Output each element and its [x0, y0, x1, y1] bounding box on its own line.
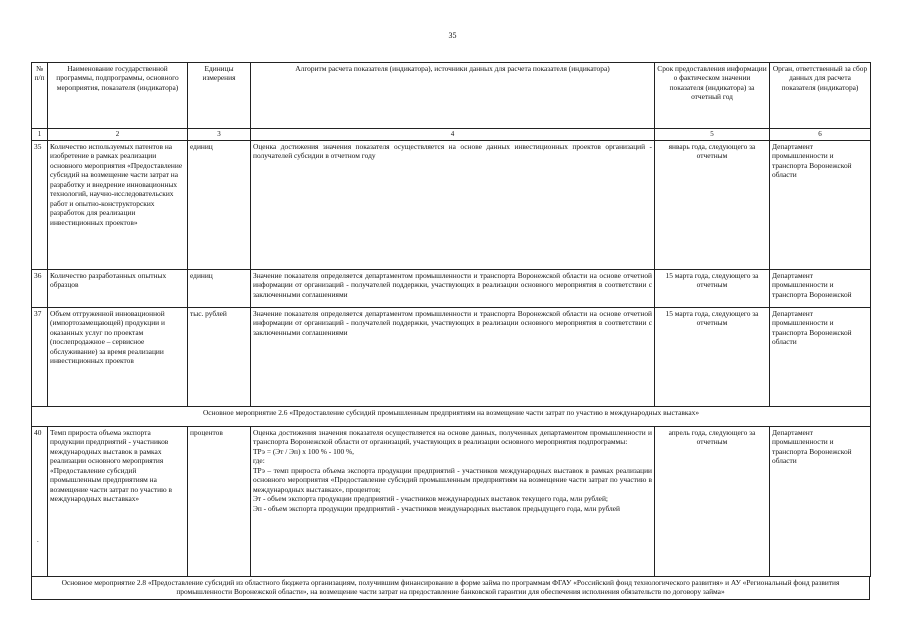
header-responsible: Орган, ответственный за сбор данных для расчета показателя (индикатора) — [770, 63, 871, 129]
formula-where: где: — [253, 456, 265, 466]
page-number: 35 — [448, 31, 457, 40]
unit: процентов — [188, 426, 251, 576]
algorithm: Оценка достижения значения показателя осуществляется на основе данных инвестиционных проектов организаций - получателей субсидии в отчетном году — [251, 140, 655, 269]
algorithm: Значение показателя определяется департаментом промышленности и транспорта Воронежской области на основе отчетной информации от организаций - получателей поддержки, участвующих в реализации основного мероприятия в соответствии с заключенными соглашениями — [251, 269, 655, 307]
row-number: 37 — [32, 307, 48, 406]
column-number: 3 — [188, 129, 251, 141]
header-deadline: Срок предоставления информации о фактическом значении показателя (индикатора) за отчетный год — [655, 63, 770, 129]
row-number: 40 — [32, 426, 48, 576]
responsible-body: Департамент промышленности и транспорта Воронежской области — [770, 307, 871, 406]
unit: тыс. рублей — [188, 307, 251, 406]
indicator-name: Темп прироста объема экспорта продукции предприятий - участников международных выставок в рамках реализации основного мероприятия «Предоставление субсидий промышленным предприятиям на возмещение части затрат по участию в международных выставках» — [48, 426, 188, 576]
unit: единиц — [188, 140, 251, 269]
deadline: январь года, следующего за отчетным — [655, 140, 770, 269]
header-algorithm: Алгоритм расчета показателя (индикатора), источники данных для расчета показателя (индикатора) — [251, 63, 655, 129]
column-number: 6 — [770, 129, 871, 141]
table-row — [32, 269, 871, 307]
table-row — [32, 140, 871, 269]
responsible-body: Департамент промышленности и транспорта Воронежской области — [770, 426, 871, 576]
section-row — [32, 406, 871, 426]
algorithm — [251, 426, 655, 576]
table-row — [32, 307, 871, 406]
column-number: 5 — [655, 129, 770, 141]
formula-definition: Эп - объем экспорта продукции предприятий - участников международных выставок предыдущего года, млн рублей — [253, 503, 620, 513]
row-number: 36 — [32, 269, 48, 307]
formula-definition: Эт - объем экспорта продукции предприятий - участников международных выставок текущего года, млн рублей; — [253, 494, 608, 504]
section-title-2-8: Основное мероприятие 2.8 «Предоставление субсидий из областного бюджета организациям, получившим финансирование в форме займа по программам ФГАУ «Российский фонд технологического развития» и АУ «Региональный фонд развития промышленности Воронежской области», на возмещение части затрат на предоставление банковской гарантии для обеспечения исполнения обязательств по договору займа» — [31, 576, 870, 600]
header-num: № п/п — [32, 63, 48, 129]
responsible-body: Департамент промышленности и транспорта Воронежской — [770, 269, 871, 307]
column-number: 1 — [32, 129, 48, 141]
margin-mark: . — [37, 536, 39, 544]
column-number: 2 — [48, 129, 188, 141]
table-row — [32, 426, 871, 576]
section-title: Основное мероприятие 2.6 «Предоставление субсидий промышленным предприятиям на возмещение части затрат по участию в международных выставках» — [32, 406, 871, 426]
indicator-table — [31, 62, 871, 577]
indicator-name: Количество используемых патентов на изобретение в рамках реализации основного мероприятия «Предоставление субсидий на возмещение части затрат на разработку и внедрение инновационных технологий, научно-исследовательских работ и опытно-конструкторских разработок для реализации инвестиционных проектов» — [48, 140, 188, 269]
deadline: 15 марта года, следующего за отчетным — [655, 269, 770, 307]
deadline: 15 марта года, следующего за отчетным — [655, 307, 770, 406]
row-number: 35 — [32, 140, 48, 269]
column-number: 4 — [251, 129, 655, 141]
algorithm: Значение показателя определяется департаментом промышленности и транспорта Воронежской области на основе отчетной информации от организаций - получателей поддержки, участвующих в реализации основного мероприятия в соответствии с заключенными соглашениями — [251, 307, 655, 406]
responsible-body: Департамент промышленности и транспорта Воронежской области — [770, 140, 871, 269]
indicator-name: Количество разработанных опытных образцов — [48, 269, 188, 307]
indicator-name: Объем отгруженной инновационной (импортозамещающей) продукции и оказанных услуг по проектам (послепродажное – сервисное обслуживание) за время реализации инвестиционных проектов — [48, 307, 188, 406]
table-header-row — [32, 63, 871, 129]
formula: ТРэ = (Эт / Эп) х 100 % - 100 %, — [253, 446, 355, 456]
header-name: Наименование государственной программы, подпрограммы, основного мероприятия, показателя (индикатора) — [48, 63, 188, 129]
formula-definition: ТРэ – темп прироста объема экспорта продукции предприятий - участников международных выставок в рамках реализации основного мероприятия «Предоставление субсидий промышленным предприятиям на возмещение части затрат по участию в международных выставках», процентов; — [253, 465, 652, 494]
unit: единиц — [188, 269, 251, 307]
header-unit: Единицы измерения — [188, 63, 251, 129]
column-number-row — [32, 129, 871, 141]
deadline: апрель года, следующего за отчетным — [655, 426, 770, 576]
algorithm-intro: Оценка достижения значения показателя осуществляется на основе данных, полученных департаментом промышленности и транспорта Воронежской области от организаций, участвующих в реализации основного мероприятия подпрограммы: — [253, 427, 652, 447]
